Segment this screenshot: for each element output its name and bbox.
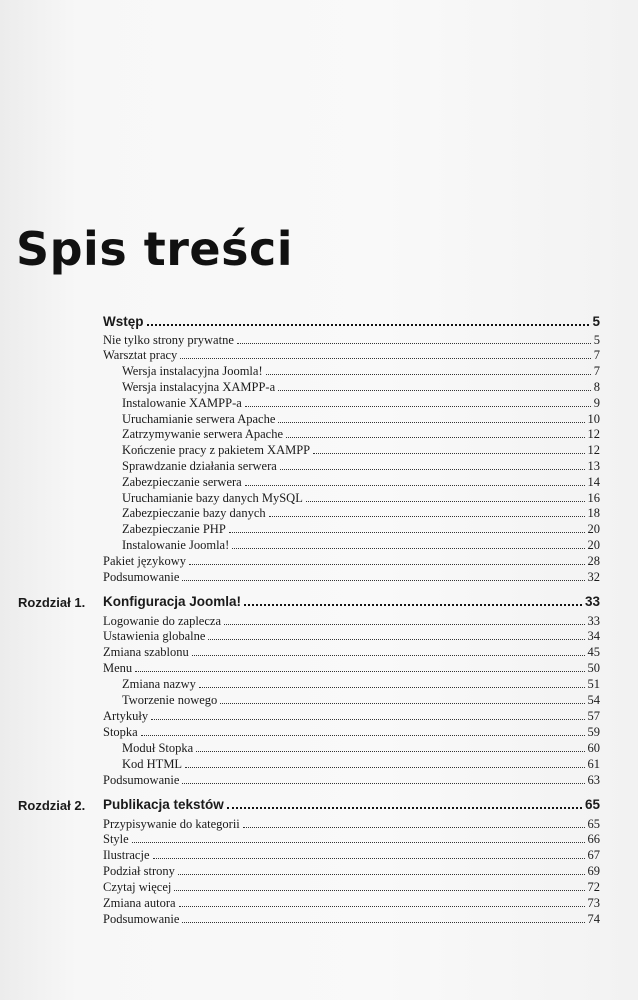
- toc-entry-label: Wstęp: [103, 314, 144, 329]
- toc-entry-label: Czytaj więcej: [103, 880, 172, 895]
- toc-entry-label: Ilustracje: [103, 848, 150, 863]
- toc-entry-label: Zabezpieczanie PHP: [122, 522, 226, 537]
- toc-entry: [103, 569, 600, 585]
- dot-leader: [229, 532, 585, 533]
- toc-entry: [103, 831, 600, 847]
- dot-leader: [153, 858, 585, 859]
- toc-entry-label: Moduł Stopka: [122, 740, 194, 755]
- dot-leader: [306, 501, 585, 502]
- toc-entry-label: Ustawienia globalne: [103, 629, 206, 644]
- toc-entry-label: Zmiana nazwy: [122, 677, 196, 692]
- toc-entry: [122, 692, 600, 708]
- toc-entry-label: Sprawdzanie działania serwera: [122, 458, 277, 473]
- dot-leader: [182, 783, 584, 784]
- toc-entry-label: Artykuły: [103, 708, 149, 723]
- toc-entry: [103, 895, 600, 911]
- toc-entry-page: 20: [587, 537, 600, 552]
- toc-entry-label: Nie tylko strony prywatne: [103, 332, 234, 347]
- toc-entry-label: Instalowanie XAMPP-a: [122, 395, 242, 410]
- toc-entry-page: 67: [587, 848, 600, 863]
- toc-entry: [122, 442, 600, 458]
- dot-leader: [280, 469, 585, 470]
- toc-entry-page: 59: [587, 724, 600, 739]
- toc-entry-label: Podsumowanie: [103, 569, 180, 584]
- toc-entry-label: Pakiet językowy: [103, 553, 186, 568]
- toc-entry-page: 20: [587, 522, 600, 537]
- toc-entry-page: 72: [587, 880, 600, 895]
- toc-entry: [122, 676, 600, 692]
- toc-entry-label: Przypisywanie do kategorii: [103, 816, 240, 831]
- dot-leader: [286, 437, 584, 438]
- toc-chapter: [103, 594, 600, 610]
- toc-entry-page: 65: [587, 816, 600, 831]
- toc-entry: [122, 411, 600, 427]
- toc-entry-page: 7: [593, 348, 600, 363]
- toc-entry-label: Kończenie pracy z pakietem XAMPP: [122, 443, 311, 458]
- toc-entry-page: 61: [587, 756, 600, 771]
- toc-entry: [103, 772, 600, 788]
- dot-leader: [178, 874, 585, 875]
- toc-entry: [122, 537, 600, 553]
- toc-entry-page: 12: [587, 443, 600, 458]
- dot-leader: [182, 922, 584, 923]
- chapter-number: Rozdział 2.: [18, 798, 86, 813]
- dot-leader: [243, 827, 585, 828]
- toc-entry-label: Uruchamianie serwera Apache: [122, 411, 276, 426]
- toc-chapter: [103, 797, 600, 813]
- toc-entry: [122, 490, 600, 506]
- toc-entry-page: 65: [584, 797, 600, 812]
- toc-entry-label: Zatrzymywanie serwera Apache: [122, 427, 284, 442]
- toc-entry-page: 13: [587, 458, 600, 473]
- toc-entry-label: Podsumowanie: [103, 772, 180, 787]
- toc-entry-label: Wersja instalacyjna XAMPP-a: [122, 379, 276, 394]
- dot-leader: [208, 639, 584, 640]
- toc-entry-page: 66: [587, 832, 600, 847]
- toc-entry-label: Zabezpieczanie bazy danych: [122, 506, 266, 521]
- toc-entry: [122, 740, 600, 756]
- dot-leader: [182, 580, 584, 581]
- toc-entry-page: 34: [587, 629, 600, 644]
- toc-entry: [122, 756, 600, 772]
- toc-entry: [103, 347, 600, 363]
- dot-leader: [141, 735, 585, 736]
- toc-entry-page: 74: [587, 911, 600, 926]
- toc-entry: [103, 628, 600, 644]
- toc-entry-label: Kod HTML: [122, 756, 183, 771]
- toc-entry-page: 7: [593, 364, 600, 379]
- toc-entry: [103, 332, 600, 348]
- toc-entry: [122, 521, 600, 537]
- toc-entry: [103, 644, 600, 660]
- toc-entry-label: Zmiana szablonu: [103, 645, 189, 660]
- dot-leader: [227, 807, 582, 809]
- toc-entry: [103, 879, 600, 895]
- dot-leader: [196, 751, 584, 752]
- dot-leader: [135, 671, 584, 672]
- dot-leader: [132, 842, 585, 843]
- toc-entry: [103, 553, 600, 569]
- toc-entry-page: 9: [593, 395, 600, 410]
- toc-entry: [103, 863, 600, 879]
- dot-leader: [245, 406, 591, 407]
- toc-entry-page: 73: [587, 896, 600, 910]
- dot-leader: [244, 604, 582, 606]
- toc-entry: [103, 708, 600, 724]
- toc-entry-page: 18: [587, 506, 600, 521]
- toc-entry-page: 51: [587, 677, 600, 692]
- toc-entry: [122, 379, 600, 395]
- toc-entry-page: 16: [587, 490, 600, 505]
- toc-entry: [122, 363, 600, 379]
- dot-leader: [313, 453, 584, 454]
- dot-leader: [266, 374, 591, 375]
- dot-leader: [278, 390, 591, 391]
- dot-leader: [245, 485, 585, 486]
- toc-entry: [122, 458, 600, 474]
- toc-entry-label: Konfiguracja Joomla!: [103, 594, 242, 609]
- toc-entry-page: 12: [587, 427, 600, 442]
- dot-leader: [232, 548, 584, 549]
- dot-leader: [189, 564, 585, 565]
- toc-entry: [122, 474, 600, 490]
- toc-entry: [103, 911, 600, 927]
- toc-entry-label: Instalowanie Joomla!: [122, 537, 230, 552]
- toc-entry-page: 57: [587, 708, 600, 723]
- toc-entry-label: Zmiana autora: [103, 896, 176, 910]
- toc-entry-page: 5: [593, 332, 600, 347]
- dot-leader: [269, 516, 585, 517]
- toc-entry: [103, 613, 600, 629]
- toc-entry-label: Warsztat pracy: [103, 348, 178, 363]
- toc-entry-label: Podsumowanie: [103, 911, 180, 926]
- toc-entry-page: 69: [587, 864, 600, 879]
- page-title: Spis treści: [16, 222, 294, 276]
- dot-leader: [278, 422, 584, 423]
- toc-entry-page: 60: [587, 740, 600, 755]
- toc-entry-page: 8: [593, 379, 600, 394]
- toc-entry-label: Podział strony: [103, 864, 175, 879]
- toc-entry-page: 50: [587, 661, 600, 676]
- dot-leader: [199, 687, 585, 688]
- toc-entry: [103, 816, 600, 832]
- dot-leader: [220, 703, 584, 704]
- dot-leader: [180, 358, 590, 359]
- toc-entry: [122, 395, 600, 411]
- toc-entry-page: 63: [587, 772, 600, 787]
- toc-entry-label: Menu: [103, 661, 133, 676]
- toc-entry-label: Publikacja tekstów: [103, 797, 224, 812]
- toc-entry: [103, 847, 600, 863]
- toc-entry: [103, 660, 600, 676]
- dot-leader: [147, 324, 590, 326]
- toc-entry-label: Wersja instalacyjna Joomla!: [122, 364, 263, 379]
- toc-entry: [122, 426, 600, 442]
- toc-entry-page: 33: [587, 613, 600, 628]
- dot-leader: [224, 624, 585, 625]
- toc-entry-page: 14: [587, 474, 600, 489]
- dot-leader: [151, 719, 584, 720]
- dot-leader: [179, 906, 585, 907]
- toc-entry-page: 45: [587, 645, 600, 660]
- toc-entry-label: Uruchamianie bazy danych MySQL: [122, 490, 303, 505]
- toc-entry: [103, 724, 600, 740]
- toc-entry-label: Zabezpieczanie serwera: [122, 474, 242, 489]
- toc-entry-label: Logowanie do zaplecza: [103, 613, 221, 628]
- dot-leader: [174, 890, 584, 891]
- toc-entry-label: Tworzenie nowego: [122, 693, 218, 707]
- dot-leader: [237, 343, 591, 344]
- toc-entry-page: 28: [587, 553, 600, 568]
- chapter-number: Rozdział 1.: [18, 595, 86, 610]
- toc-entry-page: 33: [584, 594, 600, 609]
- dot-leader: [192, 655, 585, 656]
- dot-leader: [185, 767, 584, 768]
- toc-entry-page: 10: [587, 411, 600, 426]
- toc-entry: [122, 505, 600, 521]
- toc-entry-page: 54: [587, 693, 600, 707]
- toc-entry-label: Stopka: [103, 724, 138, 739]
- toc-entry-label: Style: [103, 832, 129, 847]
- toc-entry-page: 32: [587, 569, 600, 584]
- toc-section-intro: [103, 314, 600, 330]
- toc-entry-page: 5: [592, 314, 600, 329]
